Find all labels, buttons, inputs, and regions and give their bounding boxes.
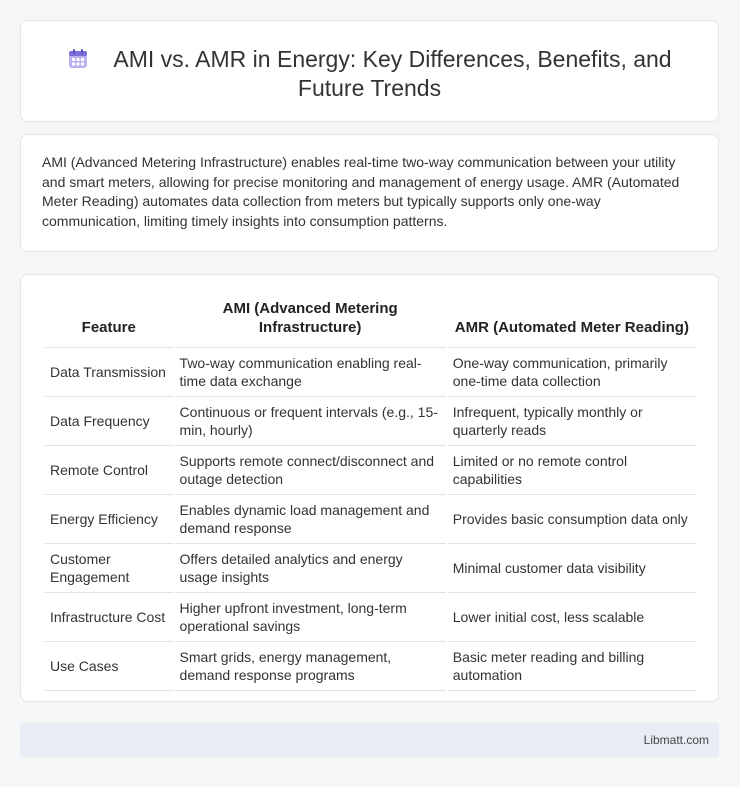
page-title (61, 45, 678, 103)
row-ami: Two-way communication enabling real-time data exchange (175, 348, 446, 397)
intro-card (20, 134, 719, 252)
table-row (45, 642, 696, 691)
comparison-table (43, 295, 698, 691)
row-ami: Smart grids, energy management, demand response programs (175, 642, 446, 691)
row-feature: Customer Engagement (45, 544, 173, 593)
row-amr: One-way communication, primarily one-time data collection (448, 348, 696, 397)
row-amr: Limited or no remote control capabilities (448, 446, 696, 495)
intro-paragraph: AMI (Advanced Metering Infrastructure) enables real-time two-way communication between your utility and smart meters, allowing for precise monitoring and management of energy usage. AMR (Automated Meter Reading) automates data collection from meters but typically supports only one-way communication, limiting timely insights into consumption patterns. (42, 154, 680, 229)
calendar-icon (67, 48, 89, 70)
title-wrap (61, 45, 678, 103)
row-amr: Lower initial cost, less scalable (448, 593, 696, 642)
row-feature: Remote Control (45, 446, 173, 495)
row-amr: Provides basic consumption data only (448, 495, 696, 544)
header-feature: Feature (45, 295, 173, 348)
footer-bar (20, 723, 719, 757)
row-amr: Basic meter reading and billing automation (448, 642, 696, 691)
table-row (45, 446, 696, 495)
row-ami: Higher upfront investment, long-term operational savings (175, 593, 446, 642)
table-row (45, 397, 696, 446)
header-ami: AMI (Advanced Metering Infrastructure) (175, 295, 446, 348)
row-ami: Continuous or frequent intervals (e.g., 15-min, hourly) (175, 397, 446, 446)
row-feature: Data Frequency (45, 397, 173, 446)
comparison-card (20, 274, 719, 702)
row-feature: Infrastructure Cost (45, 593, 173, 642)
table-row (45, 544, 696, 593)
table-header-row (45, 295, 696, 348)
row-feature: Use Cases (45, 642, 173, 691)
row-ami: Enables dynamic load management and demand response (175, 495, 446, 544)
page-title-text: AMI vs. AMR in Energy: Key Differences, Benefits, and Future Trends (113, 46, 672, 101)
row-feature: Energy Efficiency (45, 495, 173, 544)
row-feature: Data Transmission (45, 348, 173, 397)
row-ami: Supports remote connect/disconnect and outage detection (175, 446, 446, 495)
row-ami: Offers detailed analytics and energy usage insights (175, 544, 446, 593)
row-amr: Infrequent, typically monthly or quarterly reads (448, 397, 696, 446)
header-amr: AMR (Automated Meter Reading) (448, 295, 696, 348)
header-card (20, 20, 719, 122)
footer-site-link[interactable]: Libmatt.com (643, 733, 709, 747)
table-row (45, 495, 696, 544)
table-row (45, 348, 696, 397)
table-row (45, 593, 696, 642)
row-amr: Minimal customer data visibility (448, 544, 696, 593)
